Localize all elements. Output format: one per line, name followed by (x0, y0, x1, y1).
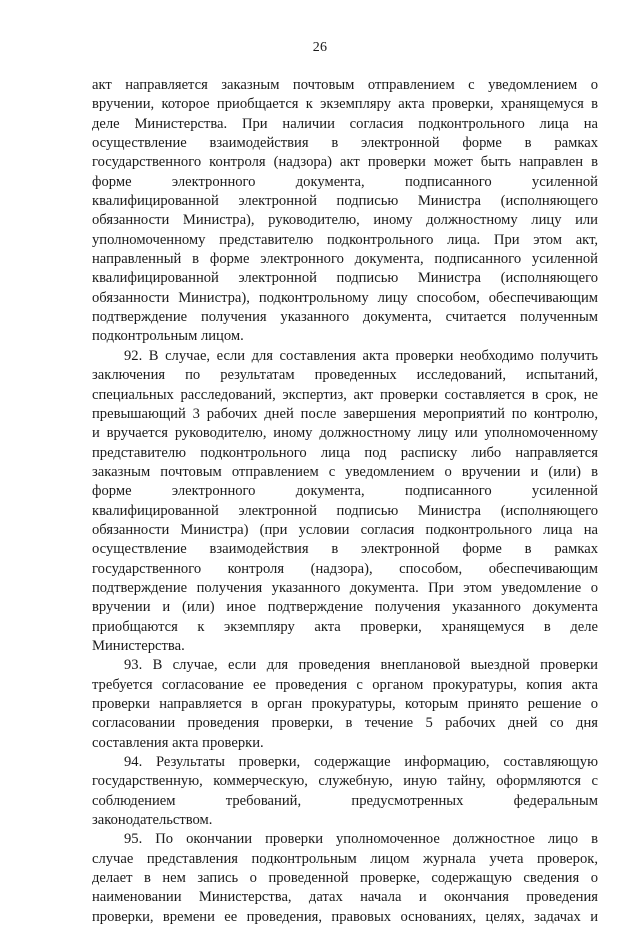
text-line: делает в нем запись о проведенной проверке, содержащую сведения о (92, 870, 598, 887)
text-line: уполномоченному представителю подконтрольного лица. При этом акт, (92, 231, 598, 248)
text-line: государственного контроля (надзора) акт проверки может быть направлен в (92, 154, 598, 171)
text-line: форме электронного документа, подписанного усиленной (92, 483, 598, 500)
text-line: заключения по результатам проведенных исследований, испытаний, (92, 367, 598, 384)
text-line: превышающий 3 рабочих дней после завершения мероприятий по контролю, (92, 405, 598, 422)
text-line: квалифицированной электронной подписью Министра (исполняющего (92, 270, 598, 287)
text-line: обязанности Министра) (при условии согласия подконтрольного лица на (92, 521, 598, 538)
text-line: составления акта проверки. (92, 734, 264, 751)
paragraph-first-line: 94. Результаты проверки, содержащие информацию, составляющую (124, 754, 598, 771)
text-line: законодательством. (92, 812, 213, 829)
text-line: государственного контроля (надзора), способом, обеспечивающим (92, 560, 598, 577)
paragraph-first-line: 93. В случае, если для проведения внеплановой выездной проверки (124, 657, 598, 674)
text-line: обязанности Министра), руководителю, иному должностному лицу или (92, 212, 598, 229)
text-line: осуществление взаимодействия в электронной форме в рамках (92, 135, 598, 152)
text-line: и вручается руководителю, иному должностному лицу или уполномоченному (92, 425, 598, 442)
text-line: Министерства. (92, 637, 185, 654)
text-line: обязанности Министра), подконтрольному лицу способом, обеспечивающим (92, 289, 598, 306)
paragraph-first-line: 92. В случае, если для составления акта проверки необходимо получить (124, 347, 598, 364)
text-line: специальных расследований, экспертиз, акт проверки составляется в срок, не (92, 386, 598, 403)
text-line: заказным почтовым отправлением с уведомлением о вручении и (или) в (92, 463, 598, 480)
text-line: представителю подконтрольного лица под расписку либо направляется (92, 444, 598, 461)
text-line: проверки направляется в орган прокуратуры, которым принято решение о (92, 696, 598, 712)
paragraph-first-line: 95. По окончании проверки уполномоченное должностное лицо в (124, 831, 598, 848)
text-line: направленный в форме электронного документа, подписанного усиленной (92, 251, 598, 268)
text-line: наименовании Министерства, датах начала и окончания проведения (92, 889, 598, 906)
text-line: государственную, коммерческую, служебную, иную тайну, оформляются с (92, 773, 598, 790)
text-line: подтверждение получения указанного документа, считается полученным (92, 309, 598, 326)
text-line: деле Министерства. При наличии согласия подконтрольного лица на (92, 115, 598, 132)
text-line: подтверждение получения указанного документа. При этом уведомление о (92, 579, 598, 596)
text-line: квалифицированной электронной подписью Министра (исполняющего (92, 502, 598, 519)
page-number: 26 (312, 40, 328, 55)
text-line: форме электронного документа, подписанного усиленной (92, 173, 598, 190)
text-line: вручении и (или) иное подтверждение получения указанного документа (92, 599, 598, 616)
text-line: проверки, времени ее проведения, правовых основаниях, целях, задачах и (92, 908, 598, 925)
text-line: случае представления подконтрольным лицом журнала учета проверок, (92, 850, 598, 867)
text-line: квалифицированной электронной подписью Министра (исполняющего (92, 193, 598, 210)
text-line: осуществление взаимодействия в электронной форме в рамках (92, 541, 598, 558)
text-line: соблюдением требований, предусмотренных федеральным (92, 792, 598, 809)
text-line: акт направляется заказным почтовым отправлением с уведомлением о (92, 77, 598, 93)
text-line: требуется согласование ее проведения с органом прокуратуры, копия акта (92, 676, 598, 693)
text-line: согласовании проведения проверки, в течение 5 рабочих дней со дня (92, 715, 598, 732)
text-line: подконтрольным лицом. (92, 328, 244, 345)
text-line: вручении, которое приобщается к экземпляру акта проверки, хранящемуся в (92, 96, 598, 113)
text-line: приобщаются к экземпляру акта проверки, хранящемуся в деле (92, 618, 598, 635)
document-body (92, 76, 598, 927)
